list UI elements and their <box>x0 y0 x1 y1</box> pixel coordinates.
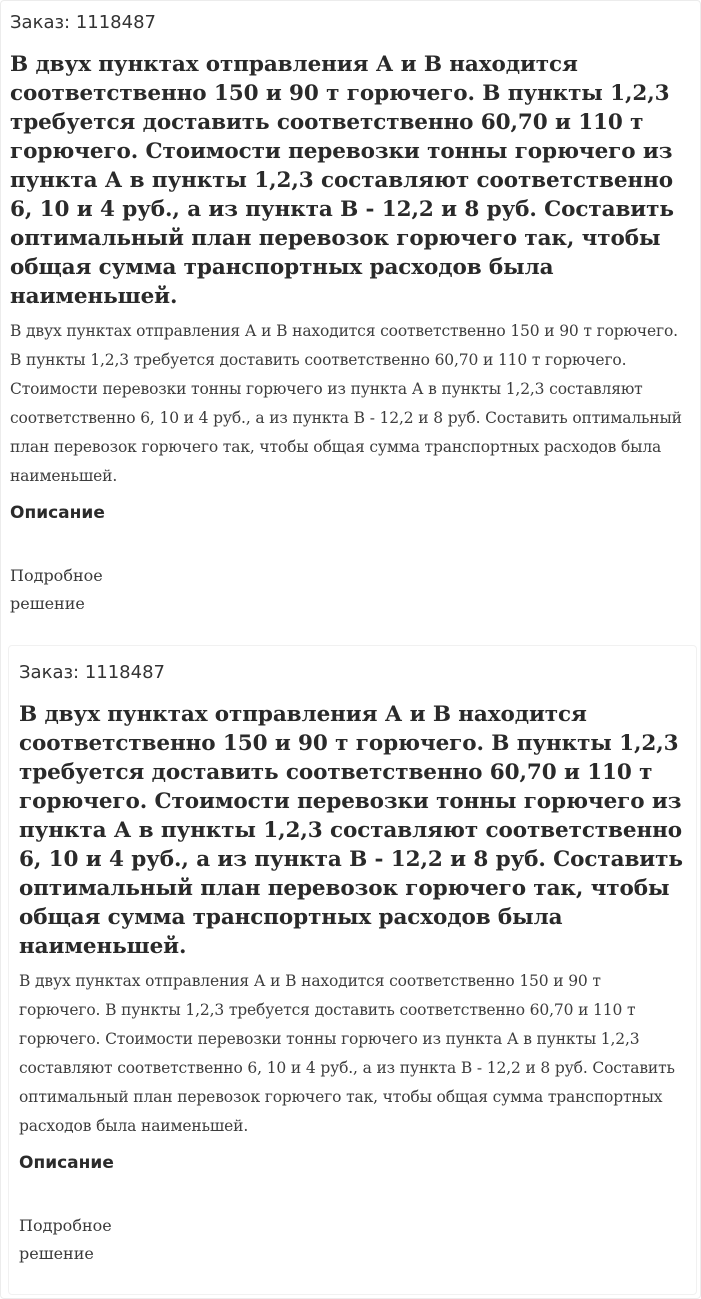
description-heading: Описание <box>10 503 105 523</box>
order-card-2 <box>8 645 697 1295</box>
description-heading: Описание <box>19 1153 114 1173</box>
order-number: Заказ: 1118487 <box>10 12 156 33</box>
problem-title: В двух пунктах отправления А и В находится соответственно 150 и 90 т горючего. В пункты 1,2,3 требуется доставить соответственно 60,70 и 110 т горючего. Стоимости перевозки тонны горючего из пункта А в пункты 1,2,3 составляют соответственно 6, 10 и 4 руб., а из пункта В - 12,2 и 8 руб. Составить оптимальный план перевозок горючего так, чтобы общая сумма транспортных расходов была наименьшей. <box>10 52 674 309</box>
problem-text: В двух пунктах отправления А и В находится соответственно 150 и 90 т горючего. В пункты 1,2,3 требуется доставить соответственно 60,70 и 110 т горючего. Стоимости перевозки тонны горючего из пункта А в пункты 1,2,3 составляют соответственно 6, 10 и 4 руб., а из пункта В - 12,2 и 8 руб. Составить оптимальный план перевозок горючего так, чтобы общая сумма транспортных расходов была наименьшей. <box>10 322 682 485</box>
order-number: Заказ: 1118487 <box>19 662 165 683</box>
problem-text: В двух пунктах отправления А и В находится соответственно 150 и 90 т горючего. В пункты 1,2,3 требуется доставить соответственно 60,70 и 110 т горючего. Стоимости перевозки тонны горючего из пункта А в пункты 1,2,3 составляют соответственно 6, 10 и 4 руб., а из пункта В - 12,2 и 8 руб. Составить оптимальный план перевозок горючего так, чтобы общая сумма транспортных расходов была наименьшей. <box>19 972 675 1135</box>
detailed-solution-link[interactable]: Подробное решение <box>19 1216 112 1263</box>
problem-title: В двух пунктах отправления А и В находится соответственно 150 и 90 т горючего. В пункты 1,2,3 требуется доставить соответственно 60,70 и 110 т горючего. Стоимости перевозки тонны горючего из пункта А в пункты 1,2,3 составляют соответственно 6, 10 и 4 руб., а из пункта В - 12,2 и 8 руб. Составить оптимальный план перевозок горючего так, чтобы общая сумма транспортных расходов была наименьшей. <box>19 702 683 959</box>
detailed-solution-link[interactable]: Подробное решение <box>10 566 103 613</box>
order-card-1 <box>0 0 701 640</box>
